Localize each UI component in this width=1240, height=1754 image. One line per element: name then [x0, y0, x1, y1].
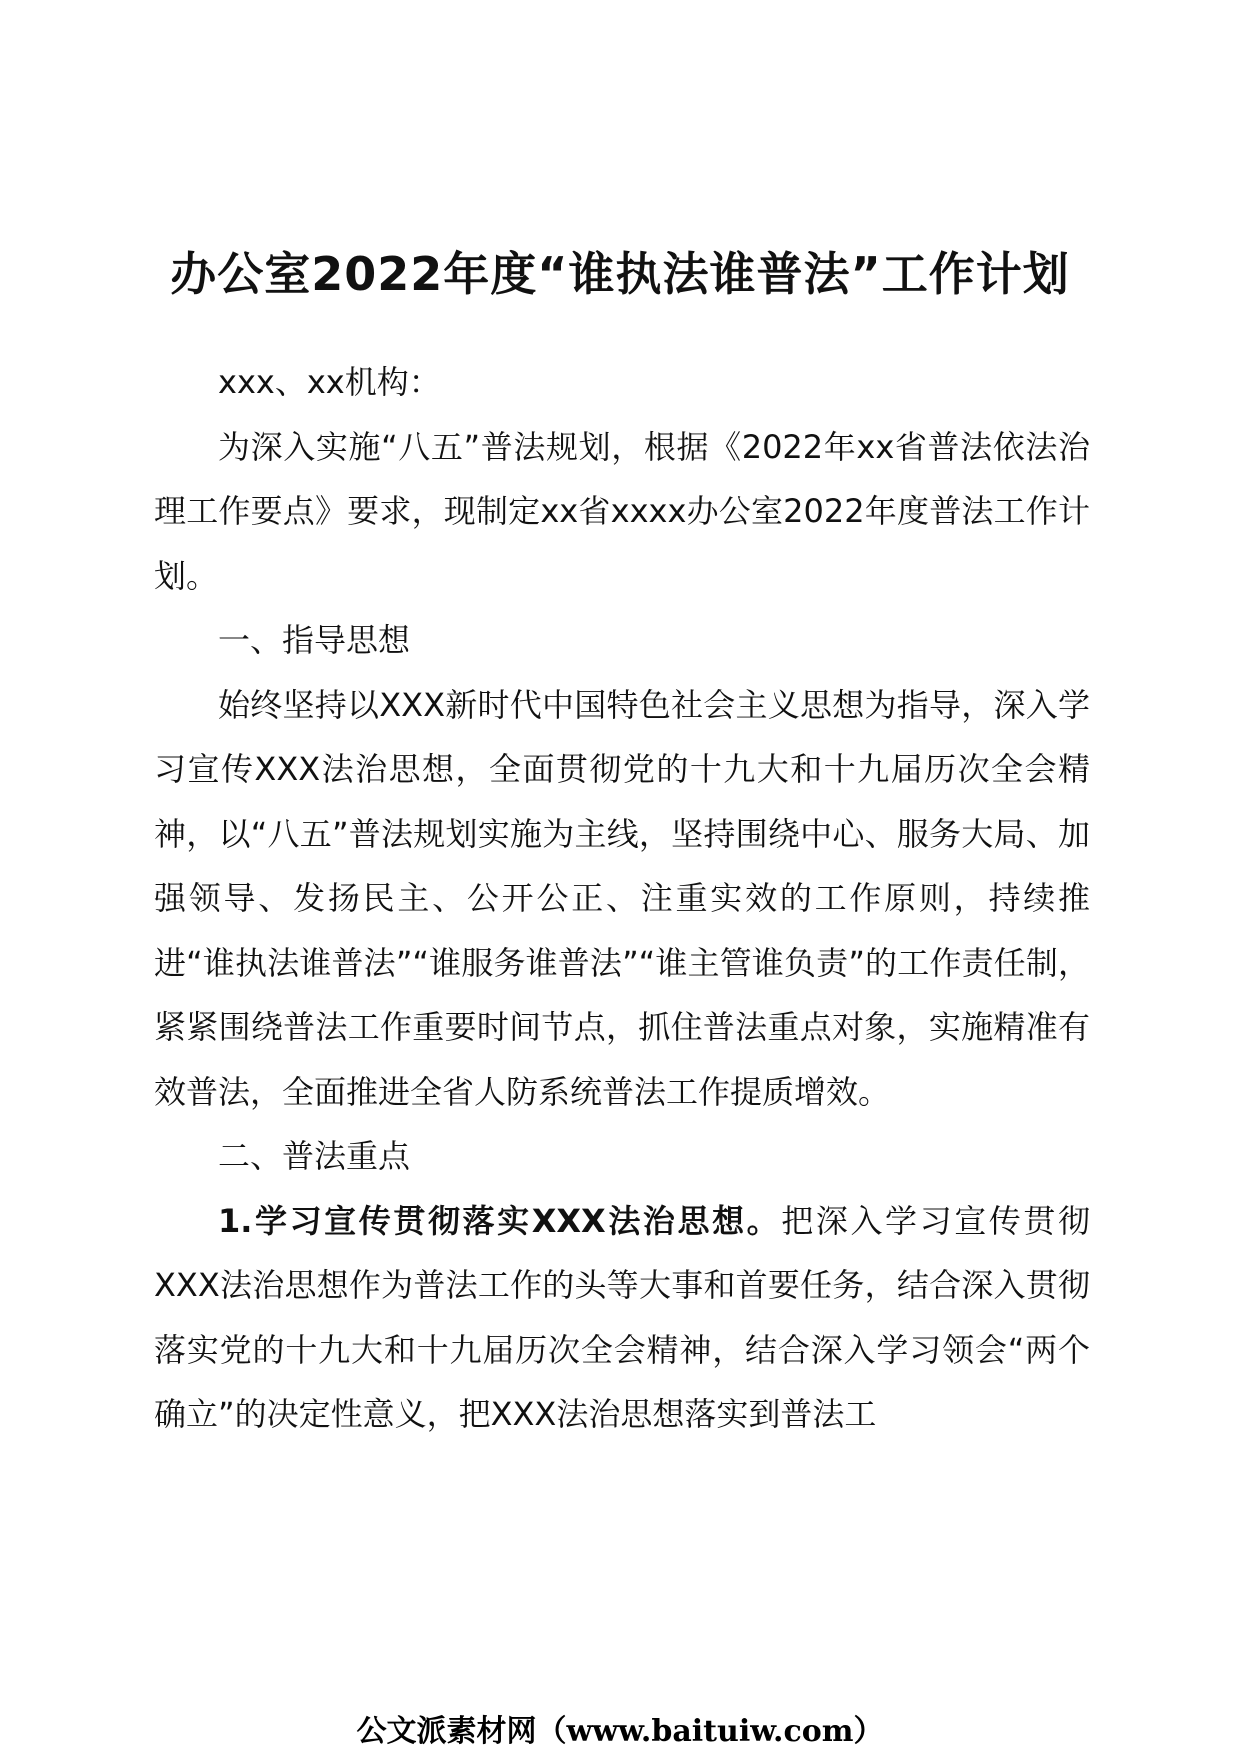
section-heading-key-points: 二、普法重点 — [218, 1137, 411, 1175]
document-title: 办公室2022年度“谁执法谁普法”工作计划 — [170, 247, 1070, 301]
document-body — [154, 350, 1090, 1447]
section-heading-guiding-ideology: 一、指导思想 — [218, 621, 411, 659]
key-point-item-1-body: 把深入学习宣传贯彻XXX法治思想作为普法工作的头等大事和首要任务，结合深入贯彻落实党的十九大和十九届历次全会精神，结合深入学习领会“两个确立”的决定性意义，把XXX法治思想落实到普法工 — [154, 1201, 1090, 1433]
intro-paragraph: 为深入实施“八五”普法规划，根据《2022年xx省普法依法治理工作要点》要求，现制定xx省xxxx办公室2022年度普法工作计划。 — [154, 427, 1090, 595]
key-point-item-1 — [154, 1189, 1090, 1447]
key-point-item-1-lead: 1.学习宣传贯彻落实XXX法治思想。 — [218, 1201, 782, 1240]
guiding-ideology-paragraph: 始终坚持以XXX新时代中国特色社会主义思想为指导，深入学习宣传XXX法治思想，全面贯彻党的十九大和十九届历次全会精神，以“八五”普法规划实施为主线，坚持围绕中心、服务大局、加强领导、发扬民主、公开公正、注重实效的工作原则，持续推进“谁执法谁普法”“谁服务谁普法”“谁主管谁负责”的工作责任制，紧紧围绕普法工作重要时间节点，抓住普法重点对象，实施精准有效普法，全面推进全省人防系统普法工作提质增效。 — [154, 685, 1090, 1111]
footer-watermark: 公文派素材网（www.baituiw.com） — [356, 1714, 884, 1749]
salutation: xxx、xx机构： — [218, 363, 441, 401]
